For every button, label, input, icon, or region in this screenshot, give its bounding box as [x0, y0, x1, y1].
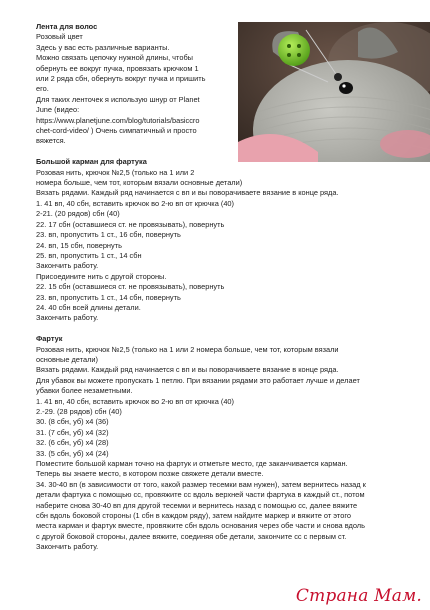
text-line: June (видео:	[36, 105, 80, 115]
text-line: его.	[36, 84, 49, 94]
text-line: 22. 17 сбн (оставшиеся ст. не провязывать), повернуть	[36, 219, 225, 229]
text-line: 31. (7 сбн, уб) х4 (32)	[36, 427, 109, 437]
section-title-apron: Фартук	[36, 334, 63, 344]
text-line: сбн вдоль боковой стороны (1 сбн в каждом ряду), затем найдите маркер и вяжите от этого	[36, 511, 351, 521]
text-line: Розовая нить, крючок №2,5 (только на 1 или 2	[36, 167, 195, 177]
text-line: 30. (8 сбн, уб) х4 (36)	[36, 417, 109, 427]
watermark-text: Страна Мам	[295, 586, 417, 606]
text-line: 2-21. (20 рядов) сбн (40)	[36, 209, 120, 219]
text-line: Закончить работу.	[36, 261, 99, 271]
text-line: Присоедините нить с другой стороны.	[36, 271, 167, 281]
text-line: Закончить работу.	[36, 313, 99, 323]
text-line: Здесь у вас есть различные варианты.	[36, 42, 170, 52]
text-line: Вязать рядами. Каждый ряд начинается с вп и вы поворачиваете вязание в конце ряда.	[36, 188, 339, 198]
text-line: Для таких ленточек я использую шнур от Planet	[36, 94, 200, 104]
text-line: 24. вп, 15 сбн, повернуть	[36, 240, 122, 250]
section-title-ribbon: Лента для волос	[36, 22, 98, 31]
text-line: 25. вп, пропустить 1 ст., 14 сбн	[36, 250, 142, 260]
pattern-document	[36, 22, 406, 553]
ribbon-body	[36, 32, 406, 146]
text-line: убавки более незаметными.	[36, 386, 133, 396]
section-title-pocket: Большой карман для фартука	[36, 157, 147, 167]
text-line: обернуть ее вокруг пучка, провязать крючком 1	[36, 63, 199, 73]
text-line: 22. 15 сбн (оставшиеся ст. не провязывать), повернуть	[36, 282, 225, 292]
text-line: 24. 40 сбн всей длины детали.	[36, 302, 141, 312]
text-line: Можно связать цепочку нужной длины, чтобы	[36, 53, 193, 63]
text-line: вяжется.	[36, 136, 66, 146]
text-line: детали фартука с помощью сс, провяжите сс вдоль верхней части фартука в каждый ст., потом	[36, 490, 365, 500]
apron-body	[36, 345, 406, 553]
text-line: 2.-29. (28 рядов) сбн (40)	[36, 407, 122, 416]
text-line: 1. 41 вп, 40 сбн, вставить крючок во 2-ю вп от крючка (40)	[36, 396, 235, 406]
text-line: Вязать рядами. Каждый ряд начинается с вп и вы поворачиваете вязание в конце ряда.	[36, 365, 339, 375]
text-line: 1. 41 вп, 40 сбн, вставить крючок во 2-ю вп от крючка (40)	[36, 198, 235, 208]
text-line: 32. (6 сбн, уб) х4 (28)	[36, 438, 109, 448]
pocket-body	[36, 168, 406, 324]
watermark-dot: .	[416, 586, 422, 606]
text-line: 33. (5 сбн, уб) х4 (24)	[36, 448, 109, 458]
text-line: 23. вп, пропустить 1 ст., 14 сбн, повернуть	[36, 292, 181, 302]
text-line: с другой боковой стороны, далее вяжите, соединяя обе детали, закончите сс с первым ст.	[36, 531, 347, 541]
text-line: Розовая нить, крючок №2,5 (только на 1 или 2 номера больше, чем тот, которым вязали	[36, 344, 339, 354]
text-line: номера больше, чем тот, которым вязали основные детали)	[36, 178, 243, 188]
text-line: chet-cord-video/ ) Очень симпатичный и просто	[36, 126, 197, 136]
text-line: наберите снова 30-40 вп для другой тесемки и вернитесь назад с помощью сс, далее вяжите	[36, 500, 358, 510]
text-line: места карман и фартук вместе, провяжите сбн вдоль основания через обе части и снова вдоль	[36, 521, 365, 531]
text-line: Теперь вы знаете место, в котором позже свяжете детали вместе.	[36, 469, 264, 479]
tutorial-link-text: https://www.planetjune.com/blog/tutorials/basiccro	[36, 115, 200, 125]
text-line: Розовый цвет	[36, 32, 83, 42]
text-line: Поместите большой карман точно на фартук и отметьте место, где заканчивается карман.	[36, 459, 348, 469]
text-line: Закончить работу.	[36, 542, 99, 552]
text-line: или 2 ряда сбн, обернуть вокруг пучка и пришить	[36, 74, 206, 84]
text-line: 23. вп, пропустить 1 ст., 16 сбн, повернуть	[36, 230, 181, 240]
text-line: основные детали)	[36, 354, 98, 364]
text-line: 34. 30-40 вп (в зависимости от того, какой размер тесемки вам нужен), затем вернитесь назад к	[36, 479, 366, 489]
text-line: Для убавок вы можете пропускать 1 петлю. При вязании рядами это работает лучше и делает	[36, 375, 360, 385]
site-watermark	[296, 586, 422, 606]
